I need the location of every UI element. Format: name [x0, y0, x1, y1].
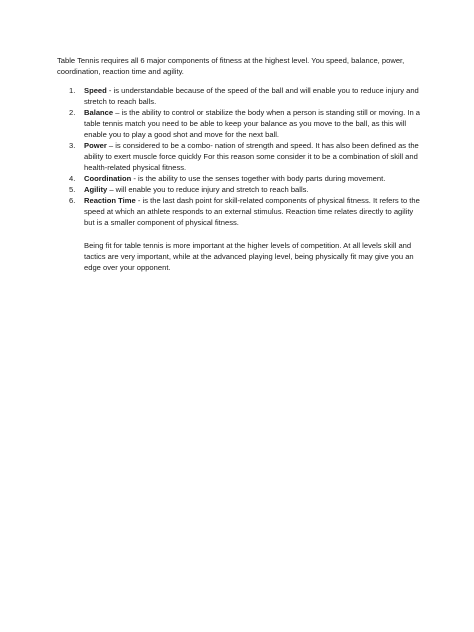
document-body [57, 55, 423, 273]
list-item-text: – is the ability to control or stabilize the body when a person is standing still or moving. In a table tennis match you need to be able to keep your balance as you move to the ball, as this will enable you to play a good shot and move for the next ball. [84, 108, 421, 139]
list-item-text: – is considered to be a combo- nation of strength and speed. It has also been defined as the ability to exert muscle force quickly For this reason some consider it to be a combination of skill and health-related physical fitness. [84, 141, 419, 172]
list-item-term: Reaction Time [84, 196, 136, 205]
fitness-components-list [57, 85, 423, 228]
list-item [57, 195, 423, 228]
list-item-number: 5. [69, 185, 76, 194]
list-item-term: Agility [84, 185, 108, 194]
list-item [57, 173, 423, 184]
list-item-term: Balance [84, 108, 114, 117]
list-item-number: 2. [69, 108, 76, 117]
list-item-term: Speed [84, 86, 107, 95]
intro-paragraph: Table Tennis requires all 6 major components of fitness at the highest level. You speed, balance, power, coordination, reaction time and agility. [57, 56, 405, 76]
list-item [57, 184, 423, 195]
list-item-number: 4. [69, 174, 76, 183]
closing-paragraph: Being fit for table tennis is more important at the higher levels of competition. At all levels skill and tactics are very important, while at the advanced playing level, being physically fit may give you an edge over your opponent. [84, 241, 414, 272]
list-item-text: - is the last dash point for skill-related components of physical fitness. It refers to the speed at which an athlete responds to an external stimulus. Reaction time relates directly to agility but is a smaller component of physical fitness. [84, 196, 420, 227]
list-item-number: 6. [69, 196, 76, 205]
list-item [57, 85, 423, 107]
list-item [57, 140, 423, 173]
list-item-number: 3. [69, 141, 76, 150]
list-item-term: Power [84, 141, 107, 150]
list-item-number: 1. [69, 86, 76, 95]
list-item [57, 107, 423, 140]
list-item-text: - is understandable because of the speed of the ball and will enable you to reduce injury and stretch to reach balls. [84, 86, 419, 106]
list-item-text: – will enable you to reduce injury and stretch to reach balls. [107, 185, 309, 194]
list-item-term: Coordination [84, 174, 132, 183]
list-item-text: - is the ability to use the senses together with body parts during movement. [131, 174, 386, 183]
